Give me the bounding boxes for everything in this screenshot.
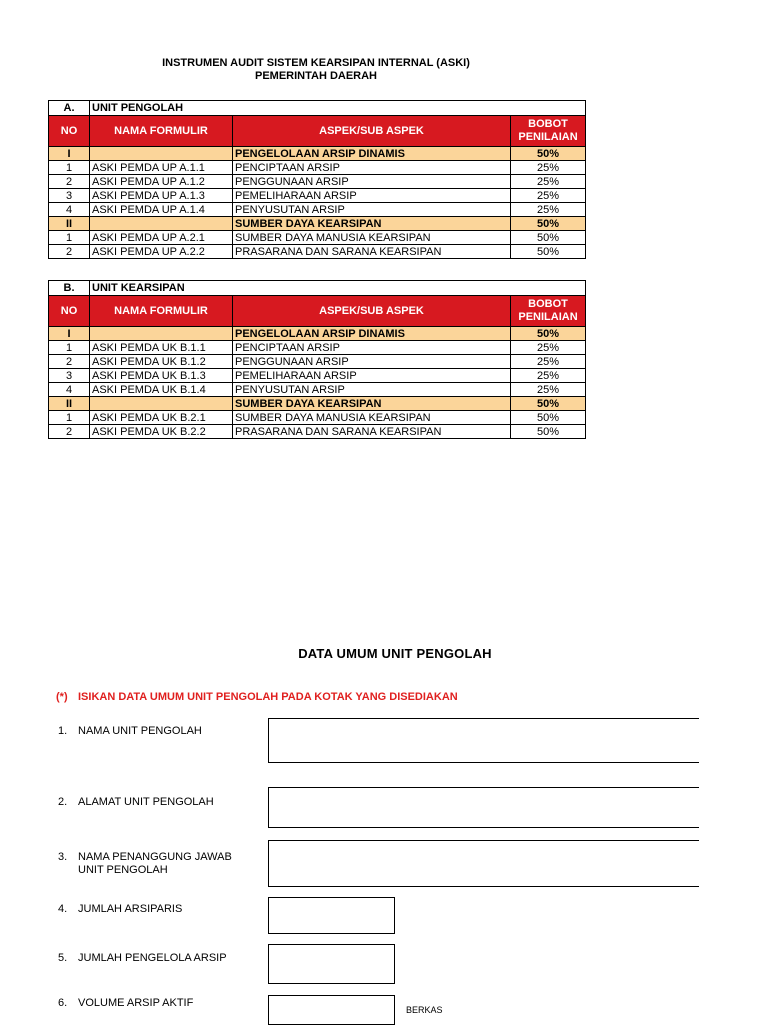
table-row: [49, 355, 586, 369]
table-row: [49, 383, 586, 397]
field-number: 6.: [58, 997, 68, 1009]
cell-no: 2: [49, 175, 90, 189]
cell-aspek: PENCIPTAAN ARSIP: [233, 161, 511, 175]
document-title: [0, 57, 632, 83]
cell-no: I: [49, 327, 90, 341]
table-row: [49, 369, 586, 383]
cell-no: 4: [49, 383, 90, 397]
required-mark: (*): [56, 691, 68, 703]
table-row: [49, 231, 586, 245]
cell-formulir: [90, 397, 233, 411]
field-label-text: NAMA PENANGGUNG JAWAB: [78, 851, 232, 863]
cell-no: II: [49, 217, 90, 231]
cell-no: 2: [49, 355, 90, 369]
section-a-body: [49, 101, 586, 259]
col-bobot-header: BOBOT PENILAIAN: [511, 116, 586, 147]
cell-bobot: 25%: [511, 383, 586, 397]
column-header-row: [49, 296, 586, 327]
cell-formulir: ASKI PEMDA UK B.1.1: [90, 341, 233, 355]
jumlah-arsiparis-input[interactable]: [268, 897, 395, 934]
field-number: 5.: [58, 952, 68, 964]
title-line-1: INSTRUMEN AUDIT SISTEM KEARSIPAN INTERNAL (ASKI): [162, 57, 470, 69]
field-label-continuation: UNIT PENGOLAH: [78, 864, 168, 876]
section-name: UNIT KEARSIPAN: [90, 281, 586, 296]
cell-aspek: SUMBER DAYA KEARSIPAN: [233, 397, 511, 411]
table-row: [49, 203, 586, 217]
cell-no: 1: [49, 161, 90, 175]
section-header-row: [49, 281, 586, 296]
table-row: [49, 161, 586, 175]
form-title: DATA UMUM UNIT PENGOLAH: [298, 646, 492, 661]
section-letter: A.: [49, 101, 90, 116]
cell-bobot: 50%: [511, 245, 586, 259]
section-header-row: [49, 101, 586, 116]
cell-bobot: 50%: [511, 327, 586, 341]
cell-formulir: ASKI PEMDA UP A.1.4: [90, 203, 233, 217]
group-row: [49, 397, 586, 411]
volume-arsip-input[interactable]: [268, 995, 395, 1025]
field-label-text: ALAMAT UNIT PENGOLAH: [78, 796, 214, 808]
field-label-jumlah-pengelola: [58, 952, 227, 965]
cell-aspek: PENGGUNAAN ARSIP: [233, 355, 511, 369]
section-a-table: [48, 100, 586, 259]
table-row: [49, 425, 586, 439]
nama-unit-input[interactable]: [268, 718, 699, 763]
cell-formulir: ASKI PEMDA UK B.1.3: [90, 369, 233, 383]
cell-bobot: 25%: [511, 175, 586, 189]
section-letter: B.: [49, 281, 90, 296]
cell-formulir: ASKI PEMDA UP A.1.1: [90, 161, 233, 175]
col-formulir-header: NAMA FORMULIR: [90, 116, 233, 147]
volume-unit-label: BERKAS: [406, 1005, 443, 1015]
cell-formulir: ASKI PEMDA UK B.1.4: [90, 383, 233, 397]
section-b-table: [48, 280, 586, 439]
field-number: 3.: [58, 851, 68, 863]
cell-bobot: 50%: [511, 147, 586, 161]
cell-no: 3: [49, 369, 90, 383]
field-number: 4.: [58, 903, 68, 915]
col-aspek-header: ASPEK/SUB ASPEK: [233, 116, 511, 147]
cell-bobot: 25%: [511, 189, 586, 203]
penanggung-jawab-input[interactable]: [268, 840, 699, 887]
instruction-text: ISIKAN DATA UMUM UNIT PENGOLAH PADA KOTAK YANG DISEDIAKAN: [78, 691, 458, 703]
table-row: [49, 341, 586, 355]
table-row: [49, 411, 586, 425]
cell-aspek: SUMBER DAYA KEARSIPAN: [233, 217, 511, 231]
field-number: 1.: [58, 725, 68, 737]
group-row: [49, 217, 586, 231]
table-row: [49, 175, 586, 189]
cell-formulir: ASKI PEMDA UK B.1.2: [90, 355, 233, 369]
cell-aspek: SUMBER DAYA MANUSIA KEARSIPAN: [233, 411, 511, 425]
cell-no: 3: [49, 189, 90, 203]
jumlah-pengelola-input[interactable]: [268, 944, 395, 984]
cell-formulir: ASKI PEMDA UP A.2.2: [90, 245, 233, 259]
field-label-text: JUMLAH ARSIPARIS: [78, 903, 183, 915]
col-bobot-header: BOBOT PENILAIAN: [511, 296, 586, 327]
cell-bobot: 50%: [511, 397, 586, 411]
cell-no: II: [49, 397, 90, 411]
cell-bobot: 25%: [511, 341, 586, 355]
cell-bobot: 25%: [511, 203, 586, 217]
column-header-row: [49, 116, 586, 147]
col-no-header: NO: [49, 116, 90, 147]
cell-aspek: PENYUSUTAN ARSIP: [233, 383, 511, 397]
field-label-jumlah-arsiparis: [58, 903, 182, 916]
field-label-alamat: [58, 796, 214, 809]
table-row: [49, 245, 586, 259]
section-b-body: [49, 281, 586, 439]
field-number: 2.: [58, 796, 68, 808]
cell-bobot: 50%: [511, 217, 586, 231]
field-label-text: VOLUME ARSIP AKTIF: [78, 997, 194, 1009]
field-label-penanggung-jawab: [58, 851, 232, 877]
cell-aspek: PRASARANA DAN SARANA KEARSIPAN: [233, 245, 511, 259]
cell-bobot: 50%: [511, 231, 586, 245]
col-aspek-header: ASPEK/SUB ASPEK: [233, 296, 511, 327]
cell-no: 4: [49, 203, 90, 217]
cell-aspek: PENGELOLAAN ARSIP DINAMIS: [233, 327, 511, 341]
cell-no: 2: [49, 425, 90, 439]
table-row: [49, 189, 586, 203]
cell-formulir: ASKI PEMDA UP A.1.2: [90, 175, 233, 189]
cell-aspek: PEMELIHARAAN ARSIP: [233, 369, 511, 383]
cell-formulir: [90, 327, 233, 341]
cell-formulir: ASKI PEMDA UP A.2.1: [90, 231, 233, 245]
cell-aspek: PENGGUNAAN ARSIP: [233, 175, 511, 189]
cell-formulir: ASKI PEMDA UK B.2.2: [90, 425, 233, 439]
title-line-2: PEMERINTAH DAERAH: [254, 70, 378, 82]
group-row: [49, 147, 586, 161]
cell-bobot: 50%: [511, 425, 586, 439]
cell-formulir: ASKI PEMDA UP A.1.3: [90, 189, 233, 203]
cell-aspek: PENCIPTAAN ARSIP: [233, 341, 511, 355]
cell-formulir: [90, 217, 233, 231]
cell-bobot: 25%: [511, 355, 586, 369]
cell-aspek: SUMBER DAYA MANUSIA KEARSIPAN: [233, 231, 511, 245]
col-no-header: NO: [49, 296, 90, 327]
cell-no: 2: [49, 245, 90, 259]
col-formulir-header: NAMA FORMULIR: [90, 296, 233, 327]
cell-no: 1: [49, 411, 90, 425]
section-name: UNIT PENGOLAH: [90, 101, 586, 116]
cell-bobot: 25%: [511, 161, 586, 175]
cell-aspek: PRASARANA DAN SARANA KEARSIPAN: [233, 425, 511, 439]
field-label-text: JUMLAH PENGELOLA ARSIP: [78, 952, 227, 964]
alamat-input[interactable]: [268, 787, 699, 828]
field-label-volume-arsip: [58, 997, 193, 1010]
cell-formulir: ASKI PEMDA UK B.2.1: [90, 411, 233, 425]
cell-bobot: 50%: [511, 411, 586, 425]
cell-no: 1: [49, 231, 90, 245]
cell-no: 1: [49, 341, 90, 355]
cell-aspek: PEMELIHARAAN ARSIP: [233, 189, 511, 203]
cell-no: I: [49, 147, 90, 161]
form-instruction: [56, 691, 458, 703]
cell-aspek: PENYUSUTAN ARSIP: [233, 203, 511, 217]
cell-bobot: 25%: [511, 369, 586, 383]
cell-formulir: [90, 147, 233, 161]
group-row: [49, 327, 586, 341]
cell-aspek: PENGELOLAAN ARSIP DINAMIS: [233, 147, 511, 161]
field-label-nama-unit: [58, 725, 202, 738]
field-label-text: NAMA UNIT PENGOLAH: [78, 725, 202, 737]
